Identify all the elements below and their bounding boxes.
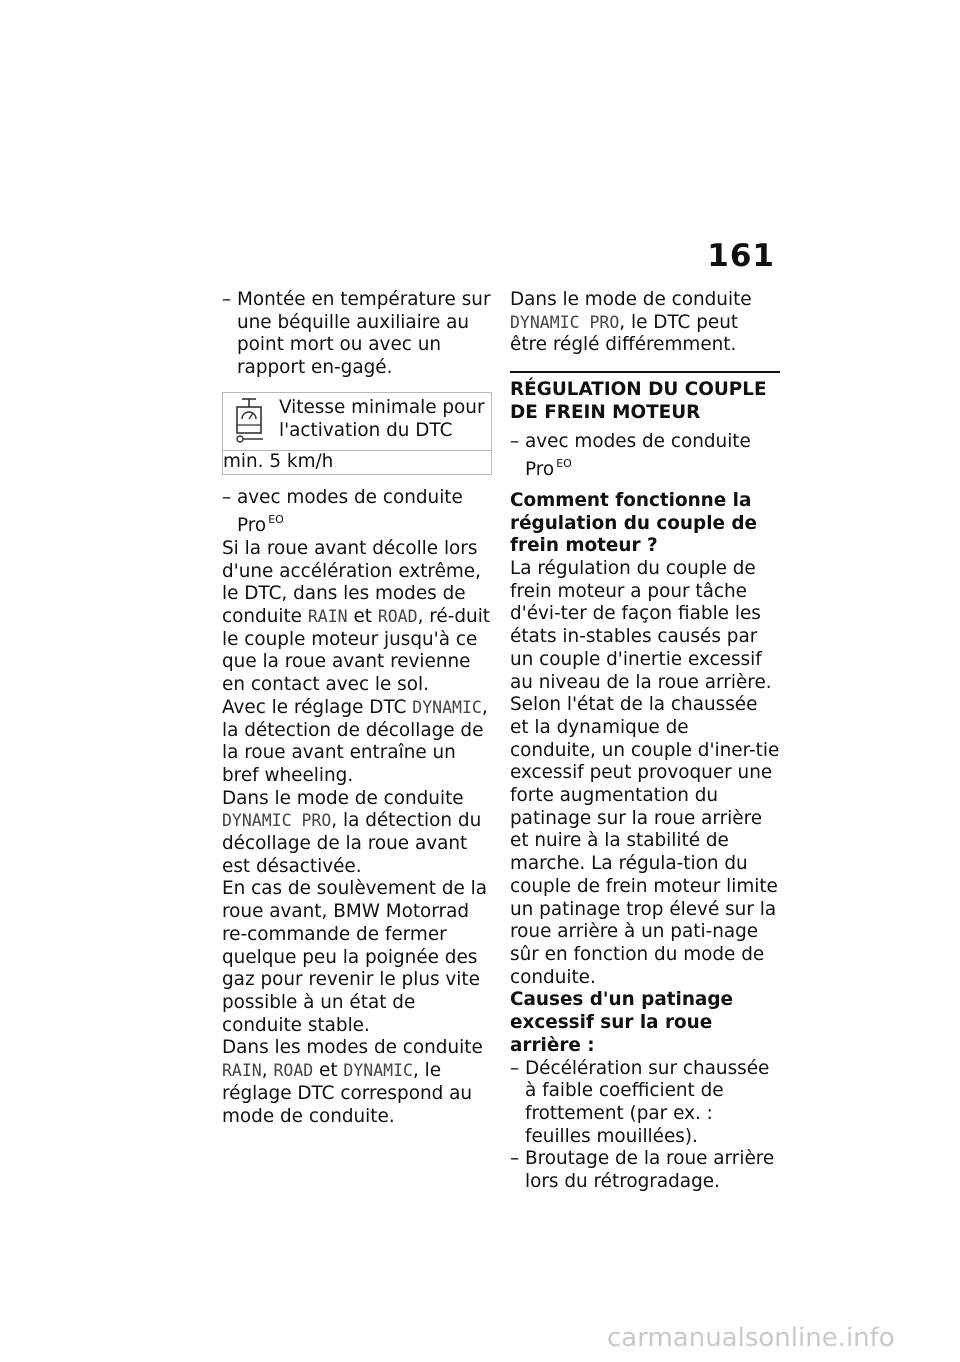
list-item: [222, 289, 492, 380]
spec-table-value: min. 5 km/h: [223, 450, 492, 474]
paragraph: Dans les modes de conduite RAIN, ROAD et DYNAMIC, le réglage DTC correspond au mode de conduite.: [222, 1037, 483, 1127]
list-item: [510, 1148, 780, 1193]
left-column: [222, 289, 492, 1128]
list-item-text: avec modes de conduite: [525, 430, 751, 452]
paragraph: Dans le mode de conduite DYNAMIC PRO, le DTC peut être réglé différemment.: [510, 289, 752, 356]
spec-table: [222, 392, 492, 475]
page-number: 161: [707, 238, 775, 274]
section-heading: RÉGULATION DU COUPLE DE FREIN MOTEUR: [510, 379, 767, 423]
paragraph: La régulation du couple de frein moteur a pour tâche d'évi-ter de façon fiable les états in-stables causés par un couple d'inertie excessif au niveau de la roue arrière. Selon l'état de la chaussée et la dynamique de conduite, un couple d'iner-tie excessif peut provoquer une forte augmentation du patinage sur la roue arrière et nuire à la stabilité de marche. La régula-tion du couple de frein moteur limite un patinage trop élevé sur la roue arrière à un pati-nage sûr en fonction du mode de conduite.: [510, 558, 780, 988]
pro-label: Pro: [525, 459, 555, 481]
subheading: Comment fonctionne la régulation du couple de frein moteur ?: [510, 489, 758, 557]
list-item-text: Broutage de la roue arrière lors du rétrogradage.: [525, 1148, 775, 1193]
eo-superscript: EO: [556, 457, 572, 471]
list-item: [222, 487, 492, 538]
subheading: Causes d'un patinage excessif sur la roue arrière :: [510, 989, 733, 1056]
list-item-text: avec modes de conduite: [237, 486, 463, 508]
paragraph: Dans le mode de conduite DYNAMIC PRO, la détection du décollage de la roue avant est désactivée.: [222, 787, 482, 877]
dash-bullet: –: [222, 486, 232, 508]
paragraph: Avec le réglage DTC DYNAMIC, la détection de décollage de la roue avant entraîne un bref wheeling.: [222, 696, 488, 786]
paragraph: En cas de soulèvement de la roue avant, BMW Motorrad re-commande de fermer quelque peu la poignée des gaz pour revenir le plus vite possible à un état de conduite stable.: [222, 878, 488, 1036]
list-item-text: Montée en température sur une béquille auxiliaire au point mort ou avec un rapport en-gagé.: [237, 289, 491, 379]
dash-bullet: –: [510, 1148, 520, 1170]
watermark: carmanualsonline.info: [607, 1323, 895, 1353]
eo-superscript: EO: [268, 513, 284, 527]
paragraph: Si la roue avant décolle lors d'une accélération extrême, le DTC, dans les modes de conduite RAIN et ROAD, ré-duit le couple moteur jusqu'à ce que la roue avant revienne en contact avec le sol.: [222, 537, 491, 696]
list-item-text: Décélération sur chaussée à faible coefficient de frottement (par ex. : feuilles mouillées).: [525, 1057, 770, 1147]
dash-bullet: –: [510, 430, 520, 452]
speedometer-gauge-icon: [233, 397, 267, 443]
list-item: [510, 431, 780, 482]
dash-bullet: –: [222, 289, 232, 310]
pro-label: Pro: [237, 515, 267, 537]
heading-rule: [510, 371, 780, 373]
list-item: [510, 1058, 780, 1149]
spec-table-header: Vitesse minimale pour l'activation du DTC: [279, 396, 485, 441]
dash-bullet: –: [510, 1057, 520, 1079]
right-column: [510, 289, 780, 1194]
